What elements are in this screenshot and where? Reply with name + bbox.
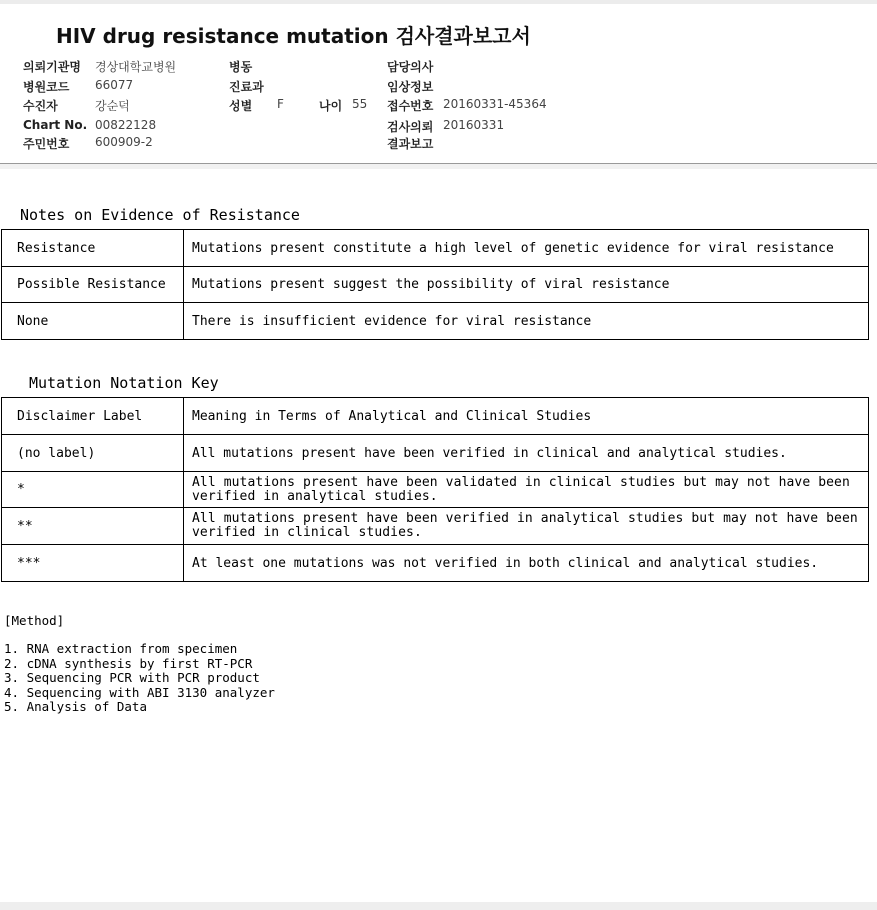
table-row (2, 230, 869, 267)
key-label-nolabel: (no label) (2, 435, 184, 472)
table-row (2, 472, 869, 508)
notes-desc-none: There is insufficient evidence for viral resistance (184, 303, 869, 340)
chart-no-value: 00822128 (95, 118, 157, 132)
list-item: 5. Analysis of Data (4, 699, 147, 715)
key-desc-triple-star: At least one mutations was not verified in both clinical and analytical studies. (184, 545, 869, 582)
bottom-border (0, 902, 877, 910)
key-desc-single-star: All mutations present have been validated in clinical studies but may not have been verified in analytical studies. (184, 472, 869, 508)
age-label: 나이 (319, 99, 343, 113)
key-label-triple-star: *** (2, 545, 184, 582)
list-item: 1. RNA extraction from specimen (4, 641, 238, 656)
key-table (1, 397, 869, 582)
request-date-value: 20160331 (443, 118, 505, 132)
key-section-title: Mutation Notation Key (29, 374, 219, 392)
table-header-row (2, 398, 869, 435)
sex-label: 성별 (229, 99, 253, 113)
ward-label: 병동 (229, 60, 253, 74)
table-row (2, 303, 869, 340)
patient-value: 강순덕 (95, 99, 130, 113)
report-date-label: 결과보고 (387, 137, 434, 151)
hospital-code-value: 66077 (95, 78, 134, 92)
table-row (2, 267, 869, 303)
notes-section-title: Notes on Evidence of Resistance (20, 206, 300, 224)
list-item: 4. Sequencing with ABI 3130 analyzer (4, 684, 275, 700)
receipt-no-value: 20160331-45364 (443, 97, 547, 111)
key-desc-nolabel: All mutations present have been verified in clinical and analytical studies. (184, 435, 869, 472)
hospital-code-label: 병원코드 (23, 80, 70, 94)
table-row (2, 545, 869, 582)
method-list (4, 642, 275, 715)
institution-value: 경상대학교병원 (95, 60, 177, 74)
table-row (2, 435, 869, 472)
department-label: 진료과 (229, 80, 264, 94)
notes-label-resistance: Resistance (2, 230, 184, 267)
key-label-single-star: * (2, 472, 184, 508)
notes-table (1, 229, 869, 340)
method-heading: [Method] (4, 613, 65, 628)
notes-desc-resistance: Mutations present constitute a high level of genetic evidence for viral resistance (184, 230, 869, 267)
list-item: 3. Sequencing PCR with PCR product (4, 670, 260, 686)
resident-no-value: 600909-2 (95, 135, 153, 149)
resident-no-label: 주민번호 (23, 137, 70, 151)
institution-label: 의뢰기관명 (23, 60, 81, 74)
list-item: 2. cDNA synthesis by first RT-PCR (4, 655, 253, 671)
header-divider-shade (0, 164, 877, 169)
table-row (2, 508, 869, 545)
age-value: 55 (352, 97, 368, 111)
report-title: HIV drug resistance mutation 검사결과보고서 (56, 24, 531, 48)
sex-value: F (277, 97, 284, 111)
key-header-label: Disclaimer Label (2, 398, 184, 435)
key-label-double-star: ** (2, 508, 184, 545)
notes-label-none: None (2, 303, 184, 340)
notes-label-possible: Possible Resistance (2, 267, 184, 303)
doctor-label: 담당의사 (387, 60, 434, 74)
request-date-label: 검사의뢰 (387, 120, 434, 134)
patient-label: 수진자 (23, 99, 58, 113)
clinical-info-label: 임상정보 (387, 80, 434, 94)
chart-no-label: Chart No. (23, 118, 88, 132)
key-desc-double-star: All mutations present have been verified in analytical studies but may not have been verified in clinical studies. (184, 508, 869, 545)
top-border (0, 0, 877, 4)
key-header-desc: Meaning in Terms of Analytical and Clinical Studies (184, 398, 869, 435)
notes-desc-possible: Mutations present suggest the possibility of viral resistance (184, 267, 869, 303)
receipt-no-label: 접수번호 (387, 99, 434, 113)
